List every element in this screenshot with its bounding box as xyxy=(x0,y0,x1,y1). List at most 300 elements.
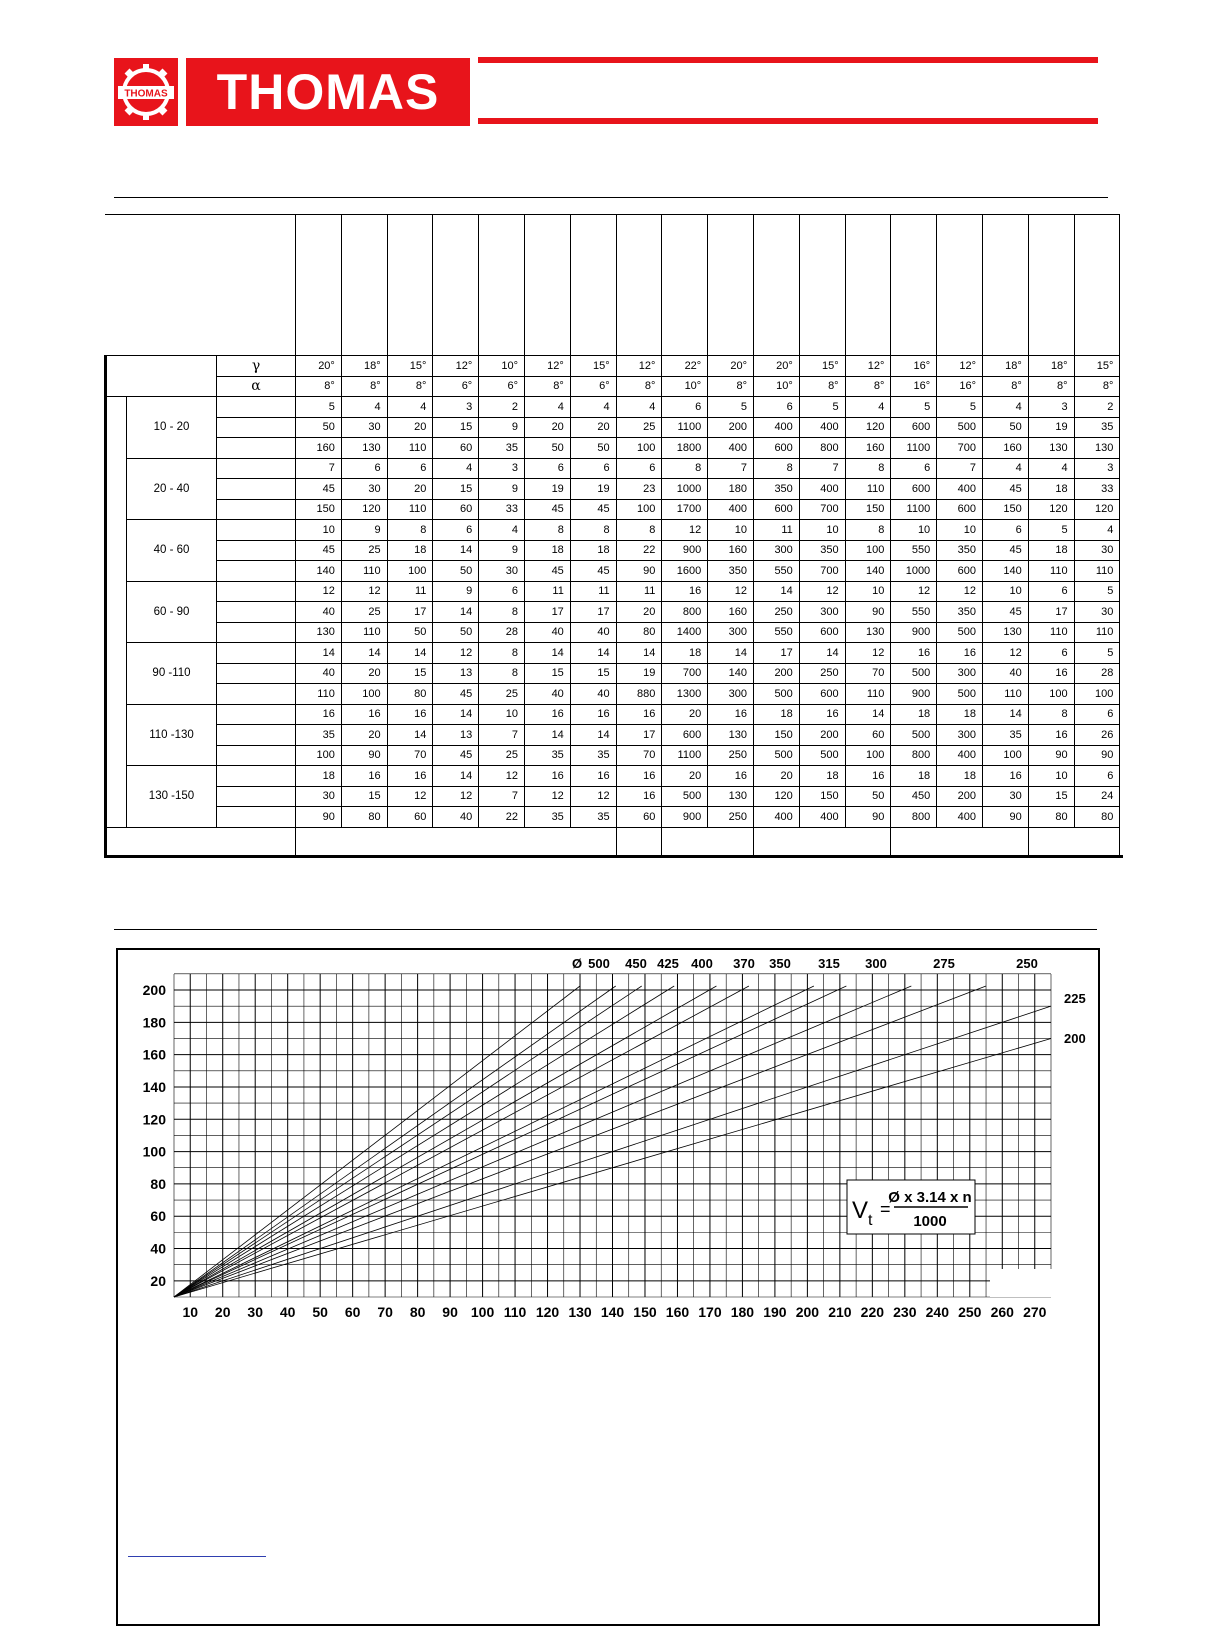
table-cell: 45 xyxy=(296,479,342,500)
table-cell: 24 xyxy=(1074,786,1120,807)
angle-value: 8° xyxy=(799,376,845,397)
table-cell: 5 xyxy=(1028,520,1074,541)
table-cell: 22 xyxy=(479,807,525,828)
y-tick-label: 120 xyxy=(142,1111,166,1128)
table-row xyxy=(105,540,1120,561)
row-param-cell xyxy=(217,622,296,643)
table-cell: 20 xyxy=(662,704,708,725)
footer-group-cell xyxy=(662,827,754,856)
y-tick-label: 40 xyxy=(150,1240,166,1257)
table-cell: 4 xyxy=(1074,520,1120,541)
angle-value: 8° xyxy=(341,376,387,397)
section-divider-bottom xyxy=(114,929,1097,930)
table-cell: 5 xyxy=(799,397,845,418)
table-cell: 120 xyxy=(1028,499,1074,520)
angle-value: 15° xyxy=(387,356,433,377)
table-cell: 110 xyxy=(845,684,891,705)
table-cell: 600 xyxy=(937,499,983,520)
tool-column-header xyxy=(479,215,525,356)
table-cell: 26 xyxy=(1074,725,1120,746)
table-cell: 9 xyxy=(341,520,387,541)
table-cell: 100 xyxy=(616,438,662,459)
table-cell: 12 xyxy=(479,766,525,787)
table-row xyxy=(105,397,1120,418)
table-cell: 110 xyxy=(1074,561,1120,582)
table-row xyxy=(105,684,1120,705)
table-cell: 16 xyxy=(525,704,571,725)
angle-value: 16° xyxy=(891,356,937,377)
table-cell: 800 xyxy=(662,602,708,623)
x-tick-label: 90 xyxy=(442,1304,458,1320)
table-cell: 10 xyxy=(799,520,845,541)
table-cell: 16 xyxy=(1028,663,1074,684)
table-cell: 40 xyxy=(296,663,342,684)
table-cell: 45 xyxy=(570,499,616,520)
table-cell: 40 xyxy=(296,602,342,623)
table-cell: 6 xyxy=(1074,704,1120,725)
table-cell: 8 xyxy=(1028,704,1074,725)
table-cell: 33 xyxy=(479,499,525,520)
table-cell: 120 xyxy=(1074,499,1120,520)
diameter-range: 110 -130 xyxy=(127,704,217,766)
series-label-top: 500 xyxy=(588,956,610,971)
table-cell: 9 xyxy=(479,540,525,561)
table-cell: 400 xyxy=(708,438,754,459)
table-cell: 10 xyxy=(1028,766,1074,787)
table-cell: 13 xyxy=(433,663,479,684)
table-cell: 160 xyxy=(845,438,891,459)
table-cell: 7 xyxy=(799,458,845,479)
table-cell: 15 xyxy=(433,417,479,438)
table-cell: 500 xyxy=(937,684,983,705)
table-cell: 50 xyxy=(296,417,342,438)
series-label-top: 250 xyxy=(1016,956,1038,971)
table-cell: 1800 xyxy=(662,438,708,459)
table-cell: 90 xyxy=(296,807,342,828)
table-cell: 100 xyxy=(845,540,891,561)
angle-value: 10° xyxy=(479,356,525,377)
row-param-cell xyxy=(217,561,296,582)
table-cell: 1100 xyxy=(891,438,937,459)
table-cell: 1000 xyxy=(662,479,708,500)
row-param-cell xyxy=(217,745,296,766)
table-cell: 400 xyxy=(937,807,983,828)
table-cell: 400 xyxy=(799,417,845,438)
table-cell: 16 xyxy=(982,766,1028,787)
table-row xyxy=(105,807,1120,828)
table-cell: 8 xyxy=(616,520,662,541)
series-label-top: 425 xyxy=(657,956,679,971)
table-cell: 16 xyxy=(387,704,433,725)
table-cell: 30 xyxy=(1074,602,1120,623)
table-cell: 130 xyxy=(708,786,754,807)
table-cell: 3 xyxy=(479,458,525,479)
table-row xyxy=(105,745,1120,766)
table-cell: 12 xyxy=(433,643,479,664)
angle-value: 8° xyxy=(1074,376,1120,397)
tool-column-header xyxy=(891,215,937,356)
thomas-logo xyxy=(114,58,470,126)
table-cell: 600 xyxy=(937,561,983,582)
angle-value: 15° xyxy=(799,356,845,377)
table-cell: 300 xyxy=(799,602,845,623)
y-tick-label: 20 xyxy=(150,1272,166,1289)
table-cell: 16 xyxy=(662,581,708,602)
table-cell: 150 xyxy=(754,725,800,746)
table-cell: 14 xyxy=(616,643,662,664)
angle-symbol: γ xyxy=(217,356,296,377)
row-param-cell xyxy=(217,725,296,746)
table-cell: 50 xyxy=(387,622,433,643)
table-cell: 300 xyxy=(708,684,754,705)
table-cell: 10 xyxy=(845,581,891,602)
table-cell: 12 xyxy=(433,786,479,807)
x-tick-label: 270 xyxy=(1023,1304,1047,1320)
table-cell: 4 xyxy=(982,458,1028,479)
table-cell: 30 xyxy=(341,479,387,500)
tool-column-header xyxy=(754,215,800,356)
table-cell: 1100 xyxy=(662,417,708,438)
x-tick-label: 230 xyxy=(893,1304,917,1320)
table-cell: 550 xyxy=(891,540,937,561)
table-cell: 150 xyxy=(845,499,891,520)
table-row xyxy=(105,581,1120,602)
table-cell: 14 xyxy=(525,643,571,664)
x-tick-label: 20 xyxy=(214,1304,231,1320)
table-cell: 6 xyxy=(570,458,616,479)
table-cell: 70 xyxy=(616,745,662,766)
table-cell: 5 xyxy=(1074,581,1120,602)
table-cell: 150 xyxy=(296,499,342,520)
table-cell: 40 xyxy=(433,807,479,828)
row-param-cell xyxy=(217,520,296,541)
angle-value: 8° xyxy=(387,376,433,397)
table-cell: 12 xyxy=(982,643,1028,664)
angle-value: 8° xyxy=(982,376,1028,397)
tool-column-header xyxy=(982,215,1028,356)
diameter-range: 130 -150 xyxy=(127,766,217,828)
tool-column-header xyxy=(387,215,433,356)
table-cell: 15 xyxy=(387,663,433,684)
table-cell: 6 xyxy=(662,397,708,418)
table-cell: 14 xyxy=(982,704,1028,725)
table-cell: 17 xyxy=(754,643,800,664)
table-cell: 10 xyxy=(891,520,937,541)
table-cell: 800 xyxy=(799,438,845,459)
table-cell: 16 xyxy=(387,766,433,787)
table-cell: 110 xyxy=(387,438,433,459)
table-cell: 20 xyxy=(341,663,387,684)
table-cell: 17 xyxy=(1028,602,1074,623)
table-row xyxy=(105,417,1120,438)
table-cell: 600 xyxy=(754,438,800,459)
table-cell: 14 xyxy=(754,581,800,602)
table-cell: 12 xyxy=(296,581,342,602)
table-cell: 100 xyxy=(1074,684,1120,705)
table-cell: 35 xyxy=(296,725,342,746)
x-tick-label: 40 xyxy=(279,1304,296,1320)
table-cell: 880 xyxy=(616,684,662,705)
tool-column-header xyxy=(525,215,571,356)
table-cell: 25 xyxy=(341,540,387,561)
table-cell: 25 xyxy=(479,745,525,766)
angle-value: 6° xyxy=(570,376,616,397)
formula-box xyxy=(847,1180,975,1234)
table-cell: 8 xyxy=(479,663,525,684)
table-cell: 400 xyxy=(754,807,800,828)
table-cell: 130 xyxy=(296,622,342,643)
table-cell: 15 xyxy=(433,479,479,500)
x-tick-label: 240 xyxy=(925,1304,949,1320)
x-tick-label: 60 xyxy=(344,1304,361,1320)
table-cell: 28 xyxy=(479,622,525,643)
row-param-cell xyxy=(217,602,296,623)
table-cell: 1100 xyxy=(662,745,708,766)
table-cell: 4 xyxy=(525,397,571,418)
table-cell: 8 xyxy=(754,458,800,479)
tool-column-header xyxy=(662,215,708,356)
svg-text:=: = xyxy=(880,1199,891,1219)
row-param-cell xyxy=(217,807,296,828)
table-cell: 250 xyxy=(708,745,754,766)
tool-column-header xyxy=(616,215,662,356)
table-cell: 33 xyxy=(1074,479,1120,500)
row-group-strip xyxy=(105,397,127,828)
table-cell: 35 xyxy=(1074,417,1120,438)
tool-column-header xyxy=(1028,215,1074,356)
table-cell: 45 xyxy=(296,540,342,561)
angle-value: 16° xyxy=(937,376,983,397)
header-red-line-bottom xyxy=(478,118,1098,124)
table-cell: 400 xyxy=(754,417,800,438)
series-label-top: 370 xyxy=(733,956,755,971)
table-cell: 13 xyxy=(433,725,479,746)
table-cell: 14 xyxy=(433,766,479,787)
table-cell: 18 xyxy=(891,766,937,787)
series-label-top: 400 xyxy=(691,956,713,971)
table-cell: 6 xyxy=(754,397,800,418)
table-cell: 14 xyxy=(570,643,616,664)
table-cell: 8 xyxy=(479,643,525,664)
x-tick-label: 30 xyxy=(247,1304,263,1320)
table-cell: 45 xyxy=(525,561,571,582)
footer-group-cell xyxy=(891,827,1028,856)
table-cell: 550 xyxy=(754,622,800,643)
table-cell: 1100 xyxy=(891,499,937,520)
x-tick-label: 220 xyxy=(860,1304,885,1320)
table-header-row xyxy=(105,215,1120,356)
table-cell: 90 xyxy=(341,745,387,766)
footer-group-cell xyxy=(296,827,617,856)
table-cell: 60 xyxy=(433,499,479,520)
table-cell: 60 xyxy=(433,438,479,459)
angle-value: 6° xyxy=(479,376,525,397)
table-cell: 110 xyxy=(296,684,342,705)
table-cell: 90 xyxy=(982,807,1028,828)
table-cell: 200 xyxy=(799,725,845,746)
y-tick-label: 140 xyxy=(142,1078,166,1095)
table-cell: 350 xyxy=(937,540,983,561)
table-cell: 14 xyxy=(433,540,479,561)
table-cell: 90 xyxy=(845,807,891,828)
table-cell: 11 xyxy=(570,581,616,602)
table-cell: 9 xyxy=(433,581,479,602)
table-cell: 4 xyxy=(433,458,479,479)
table-cell: 18 xyxy=(1028,479,1074,500)
table-cell: 110 xyxy=(982,684,1028,705)
footer-group-cell xyxy=(616,827,662,856)
table-cell: 20 xyxy=(570,417,616,438)
x-tick-label: 200 xyxy=(795,1304,820,1320)
table-cell: 1600 xyxy=(662,561,708,582)
angle-value: 15° xyxy=(570,356,616,377)
angle-value: 8° xyxy=(616,376,662,397)
x-tick-label: 110 xyxy=(503,1304,527,1320)
row-param-cell xyxy=(217,704,296,725)
table-cell: 16 xyxy=(616,766,662,787)
table-cell: 10 xyxy=(296,520,342,541)
table-cell: 1700 xyxy=(662,499,708,520)
table-cell: 600 xyxy=(799,684,845,705)
table-row xyxy=(105,458,1120,479)
table-cell: 6 xyxy=(1028,581,1074,602)
table-cell: 8 xyxy=(845,520,891,541)
table-cell: 23 xyxy=(616,479,662,500)
table-cell: 19 xyxy=(616,663,662,684)
table-cell: 16 xyxy=(891,643,937,664)
table-cell: 5 xyxy=(937,397,983,418)
table-cell: 16 xyxy=(845,766,891,787)
angle-value: 12° xyxy=(433,356,479,377)
table-cell: 45 xyxy=(982,540,1028,561)
table-cell: 12 xyxy=(662,520,708,541)
row-param-cell xyxy=(217,786,296,807)
table-cell: 120 xyxy=(845,417,891,438)
row-param-cell xyxy=(217,479,296,500)
table-cell: 140 xyxy=(708,663,754,684)
angle-value: 18° xyxy=(1028,356,1074,377)
x-tick-label: 130 xyxy=(568,1304,592,1320)
table-cell: 30 xyxy=(479,561,525,582)
x-tick-label: 120 xyxy=(535,1304,560,1320)
formula-lhs-sub: t xyxy=(868,1212,873,1229)
table-cell: 110 xyxy=(341,622,387,643)
table-cell: 6 xyxy=(387,458,433,479)
tool-column-header xyxy=(937,215,983,356)
table-cell: 50 xyxy=(982,417,1028,438)
table-cell: 12 xyxy=(387,786,433,807)
diameter-range: 60 - 90 xyxy=(127,581,217,643)
angle-value: 6° xyxy=(433,376,479,397)
table-cell: 6 xyxy=(1028,643,1074,664)
table-cell: 17 xyxy=(525,602,571,623)
table-cell: 150 xyxy=(982,499,1028,520)
series-label-right: 225 xyxy=(1064,991,1086,1006)
table-cell: 60 xyxy=(387,807,433,828)
table-cell: 6 xyxy=(891,458,937,479)
table-cell: 60 xyxy=(845,725,891,746)
chart-blank-patch xyxy=(990,1269,1054,1297)
table-cell: 45 xyxy=(433,684,479,705)
table-cell: 15 xyxy=(341,786,387,807)
table-cell: 100 xyxy=(982,745,1028,766)
table-cell: 80 xyxy=(1028,807,1074,828)
series-label-top: 350 xyxy=(769,956,791,971)
table-cell: 300 xyxy=(708,622,754,643)
table-cell: 100 xyxy=(616,499,662,520)
table-cell: 25 xyxy=(341,602,387,623)
y-tick-label: 200 xyxy=(142,982,166,998)
x-tick-label: 80 xyxy=(409,1304,426,1320)
diameter-range: 90 -110 xyxy=(127,643,217,705)
table-cell: 12 xyxy=(799,581,845,602)
table-cell: 250 xyxy=(708,807,754,828)
table-cell: 17 xyxy=(570,602,616,623)
table-cell: 3 xyxy=(1074,458,1120,479)
table-cell: 70 xyxy=(845,663,891,684)
table-cell: 50 xyxy=(525,438,571,459)
table-cell: 8 xyxy=(845,458,891,479)
table-cell: 16 xyxy=(525,766,571,787)
series-label-top: Ø xyxy=(571,956,583,971)
angle-value: 12° xyxy=(525,356,571,377)
table-cell: 17 xyxy=(616,725,662,746)
row-param-cell xyxy=(217,766,296,787)
y-tick-label: 100 xyxy=(142,1143,166,1160)
table-cell: 80 xyxy=(616,622,662,643)
row-param-cell xyxy=(217,663,296,684)
table-cell: 2 xyxy=(479,397,525,418)
table-cell: 70 xyxy=(387,745,433,766)
series-label-right: 200 xyxy=(1064,1031,1086,1046)
table-row xyxy=(105,479,1120,500)
table-row xyxy=(105,561,1120,582)
x-tick-label: 10 xyxy=(182,1304,199,1320)
table-cell: 14 xyxy=(845,704,891,725)
diameter-range: 10 - 20 xyxy=(127,397,217,459)
table-row xyxy=(105,520,1120,541)
series-label-top: 315 xyxy=(818,956,840,971)
angle-row xyxy=(105,376,1120,397)
table-cell: 18 xyxy=(891,704,937,725)
table-cell: 12 xyxy=(570,786,616,807)
table-cell: 10 xyxy=(982,581,1028,602)
table-cell: 40 xyxy=(525,622,571,643)
table-cell: 18 xyxy=(1028,540,1074,561)
table-cell: 100 xyxy=(341,684,387,705)
angle-value: 18° xyxy=(982,356,1028,377)
table-cell: 350 xyxy=(799,540,845,561)
table-row xyxy=(105,438,1120,459)
table-cell: 500 xyxy=(937,417,983,438)
table-cell: 18 xyxy=(387,540,433,561)
table-cell: 130 xyxy=(341,438,387,459)
table-cell: 18 xyxy=(570,540,616,561)
row-param-cell xyxy=(217,581,296,602)
table-cell: 45 xyxy=(982,602,1028,623)
table-cell: 500 xyxy=(754,745,800,766)
table-cell: 17 xyxy=(387,602,433,623)
table-cell: 100 xyxy=(845,745,891,766)
table-cell: 14 xyxy=(387,725,433,746)
table-cell: 16 xyxy=(1028,725,1074,746)
table-cell: 9 xyxy=(479,479,525,500)
angle-value: 8° xyxy=(1028,376,1074,397)
table-cell: 700 xyxy=(799,499,845,520)
table-cell: 130 xyxy=(845,622,891,643)
table-cell: 14 xyxy=(708,643,754,664)
table-cell: 140 xyxy=(296,561,342,582)
